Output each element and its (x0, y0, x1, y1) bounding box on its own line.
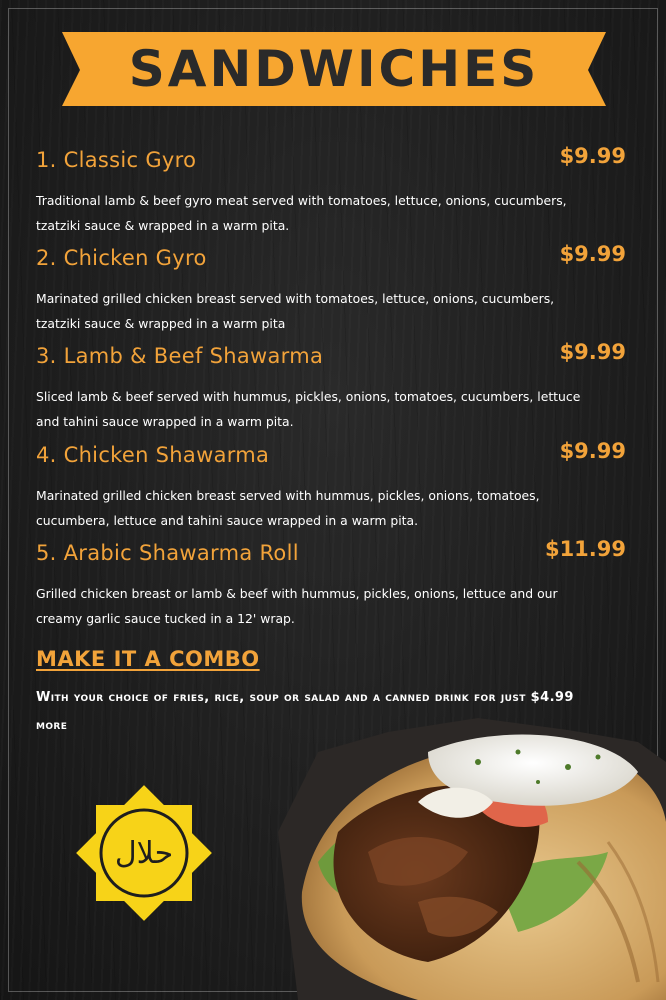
halal-badge (66, 775, 222, 931)
item-name: 5. Arabic Shawarma Roll (36, 541, 299, 565)
combo-heading: MAKE IT A COMBO (36, 647, 260, 671)
shawarma-wrap-photo-icon (278, 712, 666, 1000)
item-description: Marinated grilled chicken breast served with hummus, pickles, onions, tomatoes, cucumbera, lettuce and tahini sauce wrapped in a warm pita. (36, 488, 540, 528)
item-price: $9.99 (559, 439, 626, 463)
item-price: $9.99 (559, 242, 626, 266)
page-title: SANDWICHES (128, 40, 540, 98)
item-price: $11.99 (544, 537, 626, 561)
item-price: $9.99 (559, 144, 626, 168)
item-description: Traditional lamb & beef gyro meat served with tomatoes, lettuce, onions, cucumbers, tzatziki sauce & wrapped in a warm pita. (36, 193, 567, 233)
item-price: $9.99 (559, 340, 626, 364)
item-name: 2. Chicken Gyro (36, 246, 207, 270)
title-banner (62, 30, 606, 108)
item-description: Sliced lamb & beef served with hummus, pickles, onions, tomatoes, cucumbers, lettuce and tahini sauce wrapped in a warm pita. (36, 389, 581, 429)
shawarma-photo (278, 712, 666, 1000)
item-name: 4. Chicken Shawarma (36, 443, 270, 467)
item-name: 1. Classic Gyro (36, 148, 197, 172)
item-description: Marinated grilled chicken breast served with tomatoes, lettuce, onions, cucumbers, tzatziki sauce & wrapped in a warm pita (36, 291, 555, 331)
item-description: Grilled chicken breast or lamb & beef with hummus, pickles, onions, lettuce and our creamy garlic sauce tucked in a 12' wrap. (36, 586, 558, 626)
combo-description: With your choice of fries, rice, soup or salad and a canned drink for just $4.99 more (36, 690, 574, 733)
halal-label: حلال (114, 835, 174, 871)
item-name: 3. Lamb & Beef Shawarma (36, 344, 324, 368)
